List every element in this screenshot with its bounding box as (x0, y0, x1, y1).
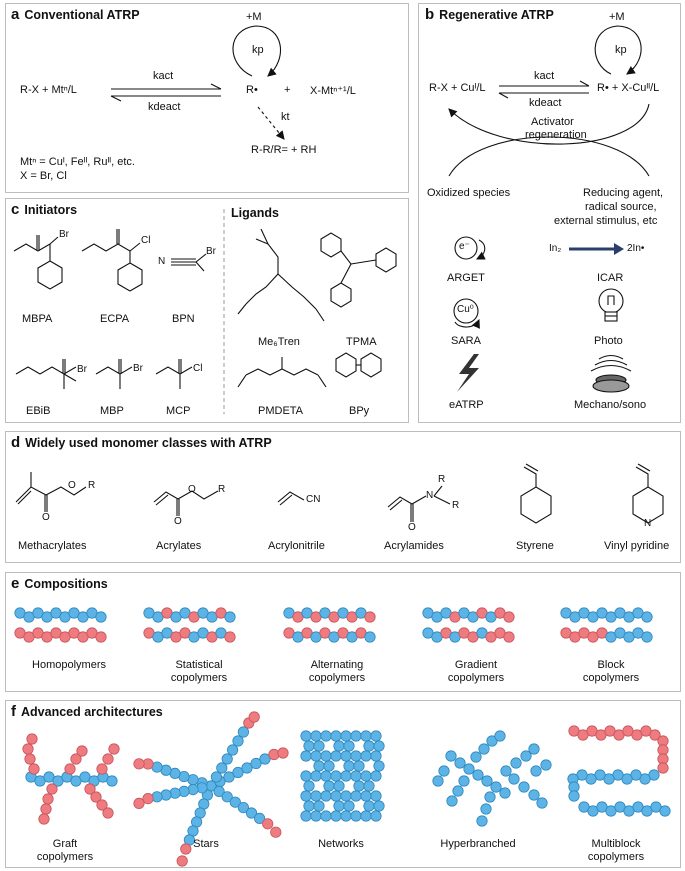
ultrasound-icon (591, 356, 631, 393)
ligands-title: Ligands (231, 206, 279, 220)
b-eatrp: eATRP (449, 399, 484, 411)
comp-label-stat-1: Statistical (175, 659, 223, 671)
b-electron: e⁻ (459, 241, 470, 252)
b-sara: SARA (451, 335, 481, 347)
monomer-bead (344, 741, 354, 751)
panel-c-title: c Initiators (11, 201, 78, 218)
monomer-bead (364, 741, 374, 751)
monomer-bead (311, 731, 321, 741)
monomer-bead (491, 782, 501, 792)
panel-compositions (5, 572, 681, 692)
comp-label-block-2: copolymers (582, 672, 640, 684)
monomer-bead (47, 784, 57, 794)
b-kdeact: kdeact (529, 97, 562, 109)
c-atom-br-1: Br (59, 229, 69, 240)
monomer-bead (471, 752, 481, 762)
monomer-bead (103, 754, 113, 764)
ligand-tpma: TPMA (346, 336, 377, 348)
panel-regenerative-atrp (418, 3, 681, 423)
a-note-halogens: X = Br, Cl (20, 170, 67, 182)
monomer-bead (529, 744, 539, 754)
arch-label-graft-1: Graft (52, 838, 78, 850)
d-n-2: N (644, 518, 652, 529)
b-mechano: Mechano/sono (574, 399, 647, 411)
monomer-bead (311, 771, 321, 781)
b-arget: ARGET (447, 272, 485, 284)
monomer-bead (227, 745, 237, 755)
monomer-bead (334, 781, 344, 791)
monomer-bead (500, 788, 510, 798)
monomer-bead (177, 856, 187, 866)
monomer-bead (238, 727, 248, 737)
monomer-bead (361, 751, 371, 761)
monomer-bead (97, 764, 107, 774)
monomer-bead (29, 764, 39, 774)
arch-label-multi-2: copolymers (587, 851, 645, 863)
monomer-bead (225, 632, 235, 642)
monomer-bead (211, 772, 221, 782)
ligand-bpy: BPy (349, 405, 370, 417)
monomer-bead (331, 771, 341, 781)
monomer-bead (96, 632, 106, 642)
monomer-bead (321, 731, 331, 741)
monomer-bead (660, 806, 670, 816)
a-note-metals: Mtⁿ = Cuᴵ, Feᴵᴵ, Ruᴵᴵ, etc. (20, 156, 135, 168)
a-termination: R-R/R= + RH (251, 144, 317, 156)
monomer-bead (304, 741, 314, 751)
monomer-bead (103, 808, 113, 818)
monomer-bead (439, 766, 449, 776)
monomer-bead (152, 792, 162, 802)
d-cn: CN (306, 494, 321, 505)
a-kact: kact (153, 70, 174, 82)
d-r-2: R (218, 484, 226, 495)
b-kp: kp (615, 44, 627, 56)
comp-label-block-1: Block (597, 659, 625, 671)
monomer-bead (504, 612, 514, 622)
monomer-bead (43, 794, 53, 804)
a-reactant: R-X + Mtⁿ/L (20, 84, 77, 96)
b-radical-side: R• + X-Cuᴵᴵ/L (597, 82, 660, 94)
initiator-bpn: BPN (172, 313, 195, 325)
comp-label-alt-2: copolymers (308, 672, 366, 684)
d-o-4: O (174, 516, 182, 527)
monomer-bead (511, 758, 521, 768)
ligand-pmdeta: PMDETA (258, 405, 304, 417)
monomer-bead (504, 632, 514, 642)
b-regen-2: regeneration (525, 129, 587, 141)
monomer-bead (263, 819, 273, 829)
b-icar: ICAR (597, 272, 624, 284)
monomer-bead (365, 612, 375, 622)
b-oxidized: Oxidized species (427, 187, 511, 199)
monomer-bead (519, 782, 529, 792)
monomer-bead (374, 741, 384, 751)
monomer-bead (658, 763, 668, 773)
monomer-bead (481, 804, 491, 814)
d-o-2: O (42, 512, 50, 523)
ligand-me6tren: Me₆Tren (258, 336, 300, 348)
monomer-bead (485, 792, 495, 802)
arch-label-multi-1: Multiblock (591, 838, 641, 850)
monomer-bead (364, 801, 374, 811)
monomer-bead (321, 751, 331, 761)
monomer-bead (271, 827, 281, 837)
c-atom-n-1: N (158, 256, 166, 267)
panel-monomer-classes (5, 431, 681, 563)
monomer-bead (354, 781, 364, 791)
monomer-bead (447, 796, 457, 806)
b-icar-left: In₂ (549, 243, 562, 254)
initiator-ecpa: ECPA (100, 313, 130, 325)
monomer-bead (331, 811, 341, 821)
d-o-5: O (408, 522, 416, 533)
monomer-bead (642, 632, 652, 642)
arch-label-graft-2: copolymers (36, 851, 94, 863)
monomer-bead (311, 811, 321, 821)
monomer-bead (278, 748, 288, 758)
d-r-3: R (438, 474, 446, 485)
monomer-bead (455, 758, 465, 768)
monomer-acrylates: Acrylates (156, 540, 202, 552)
monomer-bead (304, 801, 314, 811)
monomer-bead (361, 811, 371, 821)
monomer-bead (501, 766, 511, 776)
monomer-bead (134, 759, 144, 769)
d-r-1: R (88, 480, 96, 491)
monomer-bead (351, 731, 361, 741)
monomer-bead (371, 771, 381, 781)
initiator-mbp: MBP (100, 405, 124, 417)
monomer-bead (304, 781, 314, 791)
b-reducing-3: external stimulus, etc (554, 215, 658, 227)
monomer-bead (365, 632, 375, 642)
c-atom-br-2: Br (206, 246, 216, 257)
d-r-4: R (452, 500, 460, 511)
monomer-bead (464, 764, 474, 774)
monomer-bead (321, 771, 331, 781)
monomer-bead (27, 734, 37, 744)
monomer-bead (364, 781, 374, 791)
monomer-bead (314, 801, 324, 811)
c-atom-br-4: Br (133, 363, 143, 374)
monomer-bead (479, 744, 489, 754)
monomer-bead (344, 761, 354, 771)
monomer-bead (25, 754, 35, 764)
monomer-bead (301, 751, 311, 761)
monomer-bead (531, 766, 541, 776)
a-kp: kp (252, 44, 264, 56)
c-atom-br-3: Br (77, 364, 87, 375)
monomer-bead (341, 731, 351, 741)
monomer-bead (301, 811, 311, 821)
monomer-bead (334, 741, 344, 751)
comp-label-stat-2: copolymers (170, 672, 228, 684)
panel-d-structures (6, 432, 682, 564)
panel-architectures (5, 700, 681, 868)
monomer-bead (541, 760, 551, 770)
monomer-bead (217, 763, 227, 773)
monomer-bead (341, 791, 351, 801)
monomer-bead (477, 816, 487, 826)
monomer-bead (361, 791, 371, 801)
b-plus-m: +M (609, 11, 625, 23)
arch-label-hyper: Hyperbranched (440, 838, 516, 850)
monomer-acrylamides: Acrylamides (384, 540, 444, 552)
monomer-bead (537, 798, 547, 808)
panel-e-title: e Compositions (11, 575, 108, 592)
monomer-bead (321, 811, 331, 821)
b-photo: Photo (594, 335, 623, 347)
monomer-bead (109, 744, 119, 754)
initiator-mcp: MCP (166, 405, 191, 417)
panel-f-title: f Advanced architectures (11, 703, 163, 720)
lightbulb-icon (599, 289, 623, 321)
a-radical: R• (246, 84, 258, 96)
monomer-bead (354, 761, 364, 771)
a-kdeact: kdeact (148, 101, 181, 113)
monomer-bead (23, 744, 33, 754)
monomer-bead (301, 791, 311, 801)
monomer-bead (509, 774, 519, 784)
b-cu0: Cu⁰ (457, 304, 474, 315)
monomer-bead (371, 791, 381, 801)
monomer-bead (446, 751, 456, 761)
comp-label-homo: Homopolymers (32, 659, 106, 671)
initiator-ebib: EBiB (26, 405, 51, 417)
monomer-bead (331, 731, 341, 741)
monomer-bead (351, 771, 361, 781)
monomer-bead (529, 790, 539, 800)
monomer-bead (374, 761, 384, 771)
b-icar-right: 2In• (627, 243, 645, 254)
c-atom-cl-2: Cl (193, 363, 203, 374)
monomer-bead (41, 804, 51, 814)
monomer-bead (324, 761, 334, 771)
monomer-styrene: Styrene (516, 540, 554, 552)
a-plus: + (284, 84, 291, 96)
monomer-bead (249, 712, 259, 722)
initiator-mbpa: MBPA (22, 313, 53, 325)
monomer-bead (433, 776, 443, 786)
monomer-bead (371, 731, 381, 741)
c-atom-cl-1: Cl (141, 235, 151, 246)
monomer-bead (341, 811, 351, 821)
arch-label-stars: Stars (193, 838, 219, 850)
monomer-bead (311, 751, 321, 761)
panel-a-title: a Conventional ATRP (11, 6, 140, 23)
monomer-bead (311, 791, 321, 801)
monomer-bead (321, 791, 331, 801)
monomer-bead (96, 612, 106, 622)
monomer-bead (233, 736, 243, 746)
monomer-bead (301, 731, 311, 741)
monomer-bead (334, 801, 344, 811)
monomer-bead (222, 754, 232, 764)
monomer-bead (161, 790, 171, 800)
monomer-bead (351, 751, 361, 761)
monomer-bead (107, 776, 117, 786)
monomer-bead (341, 771, 351, 781)
panel-b-scheme (419, 4, 682, 424)
monomer-bead (453, 786, 463, 796)
monomer-bead (225, 612, 235, 622)
monomer-bead (351, 791, 361, 801)
monomer-bead (361, 771, 371, 781)
monomer-bead (351, 811, 361, 821)
panel-conventional-atrp (5, 3, 409, 193)
monomer-bead (314, 761, 324, 771)
comp-label-grad-1: Gradient (454, 659, 498, 671)
monomer-bead (65, 764, 75, 774)
monomer-bead (371, 751, 381, 761)
monomer-bead (331, 751, 341, 761)
monomer-bead (374, 801, 384, 811)
monomer-bead (301, 771, 311, 781)
monomer-bead (473, 770, 483, 780)
regeneration-arc-bottom (449, 137, 649, 176)
comp-label-alt-1: Alternating (310, 659, 364, 671)
monomer-bead (331, 791, 341, 801)
monomer-bead (569, 791, 579, 801)
monomer-bead (197, 783, 207, 793)
monomer-bead (459, 776, 469, 786)
monomer-methacrylates: Methacrylates (18, 540, 87, 552)
b-kact: kact (534, 70, 555, 82)
monomer-bead (188, 784, 198, 794)
d-o-3: O (188, 484, 196, 495)
monomer-bead (344, 801, 354, 811)
arch-label-networks: Networks (318, 838, 364, 850)
monomer-bead (642, 612, 652, 622)
b-regen-1: Activator (531, 116, 574, 128)
a-plus-m: +M (246, 11, 262, 23)
monomer-bead (324, 781, 334, 791)
monomer-bead (482, 776, 492, 786)
lightning-icon (457, 354, 479, 392)
monomer-bead (39, 814, 49, 824)
monomer-bead (314, 741, 324, 751)
b-reactant: R-X + Cuᴵ/L (429, 82, 486, 94)
panel-b-title: b Regenerative ATRP (425, 6, 554, 23)
a-deactivator: X-Mtⁿ⁺¹/L (310, 85, 356, 97)
d-o-1: O (68, 480, 76, 491)
monomer-bead (495, 731, 505, 741)
panel-initiators-ligands (5, 198, 409, 423)
monomer-bead (170, 788, 180, 798)
monomer-bead (361, 731, 371, 741)
monomer-vinyl-pyridine: Vinyl pyridine (604, 540, 670, 552)
monomer-bead (77, 746, 87, 756)
b-reducing-2: radical source, (585, 201, 657, 213)
a-kt: kt (281, 111, 290, 123)
comp-label-grad-2: copolymers (447, 672, 505, 684)
monomer-bead (179, 786, 189, 796)
monomer-bead (371, 811, 381, 821)
panel-d-title: d Widely used monomer classes with ATRP (11, 434, 272, 451)
d-n-1: N (426, 490, 434, 501)
monomer-bead (134, 798, 144, 808)
monomer-acrylonitrile: Acrylonitrile (268, 540, 325, 552)
b-reducing-1: Reducing agent, (583, 187, 664, 199)
monomer-bead (341, 751, 351, 761)
